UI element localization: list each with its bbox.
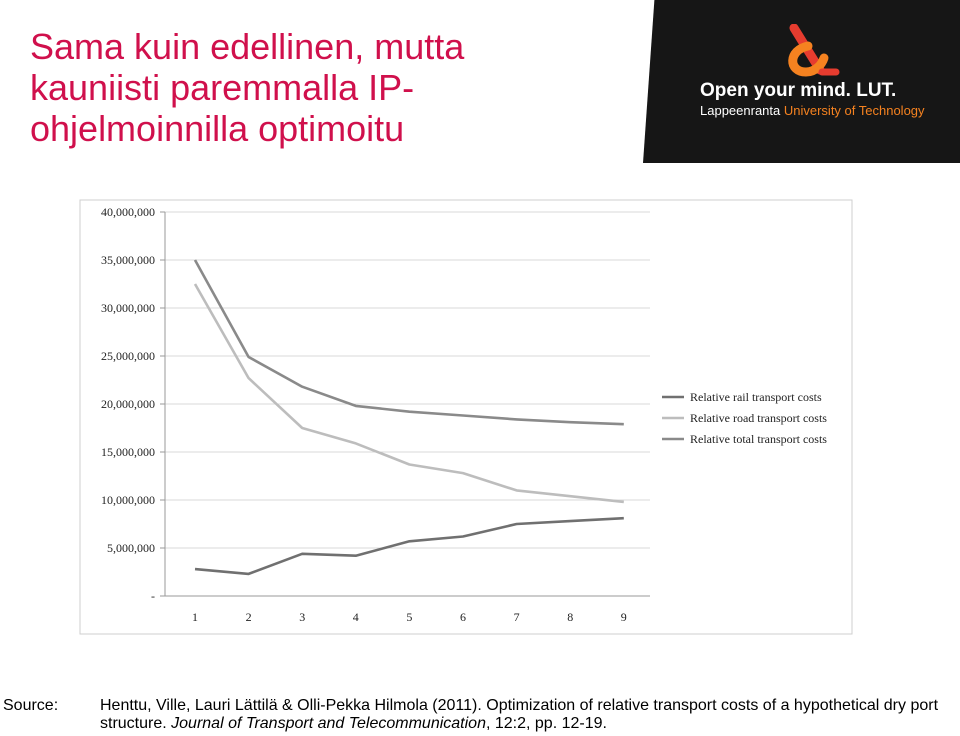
- source-text-part1: Henttu, Ville, Lauri Lättilä & Olli-Pekka Hilmola (2011). Optimization of relative transport costs of a hypothetical dry port structure.: [100, 697, 939, 732]
- logo-university-part2: University of Technology: [783, 103, 925, 118]
- source-text: [100, 697, 955, 733]
- x-tick-label: 2: [245, 610, 252, 624]
- y-tick-label: 35,000,000: [101, 253, 155, 267]
- logo: [660, 0, 960, 163]
- y-tick-label: 10,000,000: [101, 493, 155, 507]
- line-chart: [0, 190, 960, 640]
- y-tick-label: 5,000,000: [107, 541, 155, 555]
- y-tick-label: 25,000,000: [101, 349, 155, 363]
- y-tick-label: -: [151, 589, 155, 603]
- y-tick-label: 20,000,000: [101, 397, 155, 411]
- source-text-part2: , 12:2, pp. 12-19.: [485, 715, 607, 732]
- y-tick-label: 40,000,000: [101, 205, 155, 219]
- source-label: Source:: [3, 697, 59, 714]
- x-tick-label: 9: [620, 610, 627, 624]
- x-tick-label: 3: [299, 610, 306, 624]
- legend-label: Relative road transport costs: [690, 411, 827, 425]
- slide-title: Sama kuin edellinen, mutta kauniisti paremmalla IP-ohjelmoinnilla optimoitu: [30, 26, 465, 149]
- logo-slogan: Open your mind. LUT.: [700, 80, 897, 101]
- x-tick-label: 1: [192, 610, 198, 624]
- legend-label: Relative total transport costs: [690, 432, 827, 446]
- x-tick-label: 7: [513, 610, 520, 624]
- x-tick-label: 4: [352, 610, 359, 624]
- source-journal: Journal of Transport and Telecommunication: [171, 715, 486, 732]
- x-tick-label: 8: [567, 610, 574, 624]
- legend-label: Relative rail transport costs: [690, 390, 822, 404]
- y-tick-label: 15,000,000: [101, 445, 155, 459]
- logo-university-part1: Lappeenranta: [700, 103, 784, 118]
- y-tick-label: 30,000,000: [101, 301, 155, 315]
- x-tick-label: 5: [406, 610, 413, 624]
- logo-university: [700, 103, 925, 118]
- ampersand-logo-icon: [780, 24, 840, 80]
- x-tick-label: 6: [460, 610, 466, 624]
